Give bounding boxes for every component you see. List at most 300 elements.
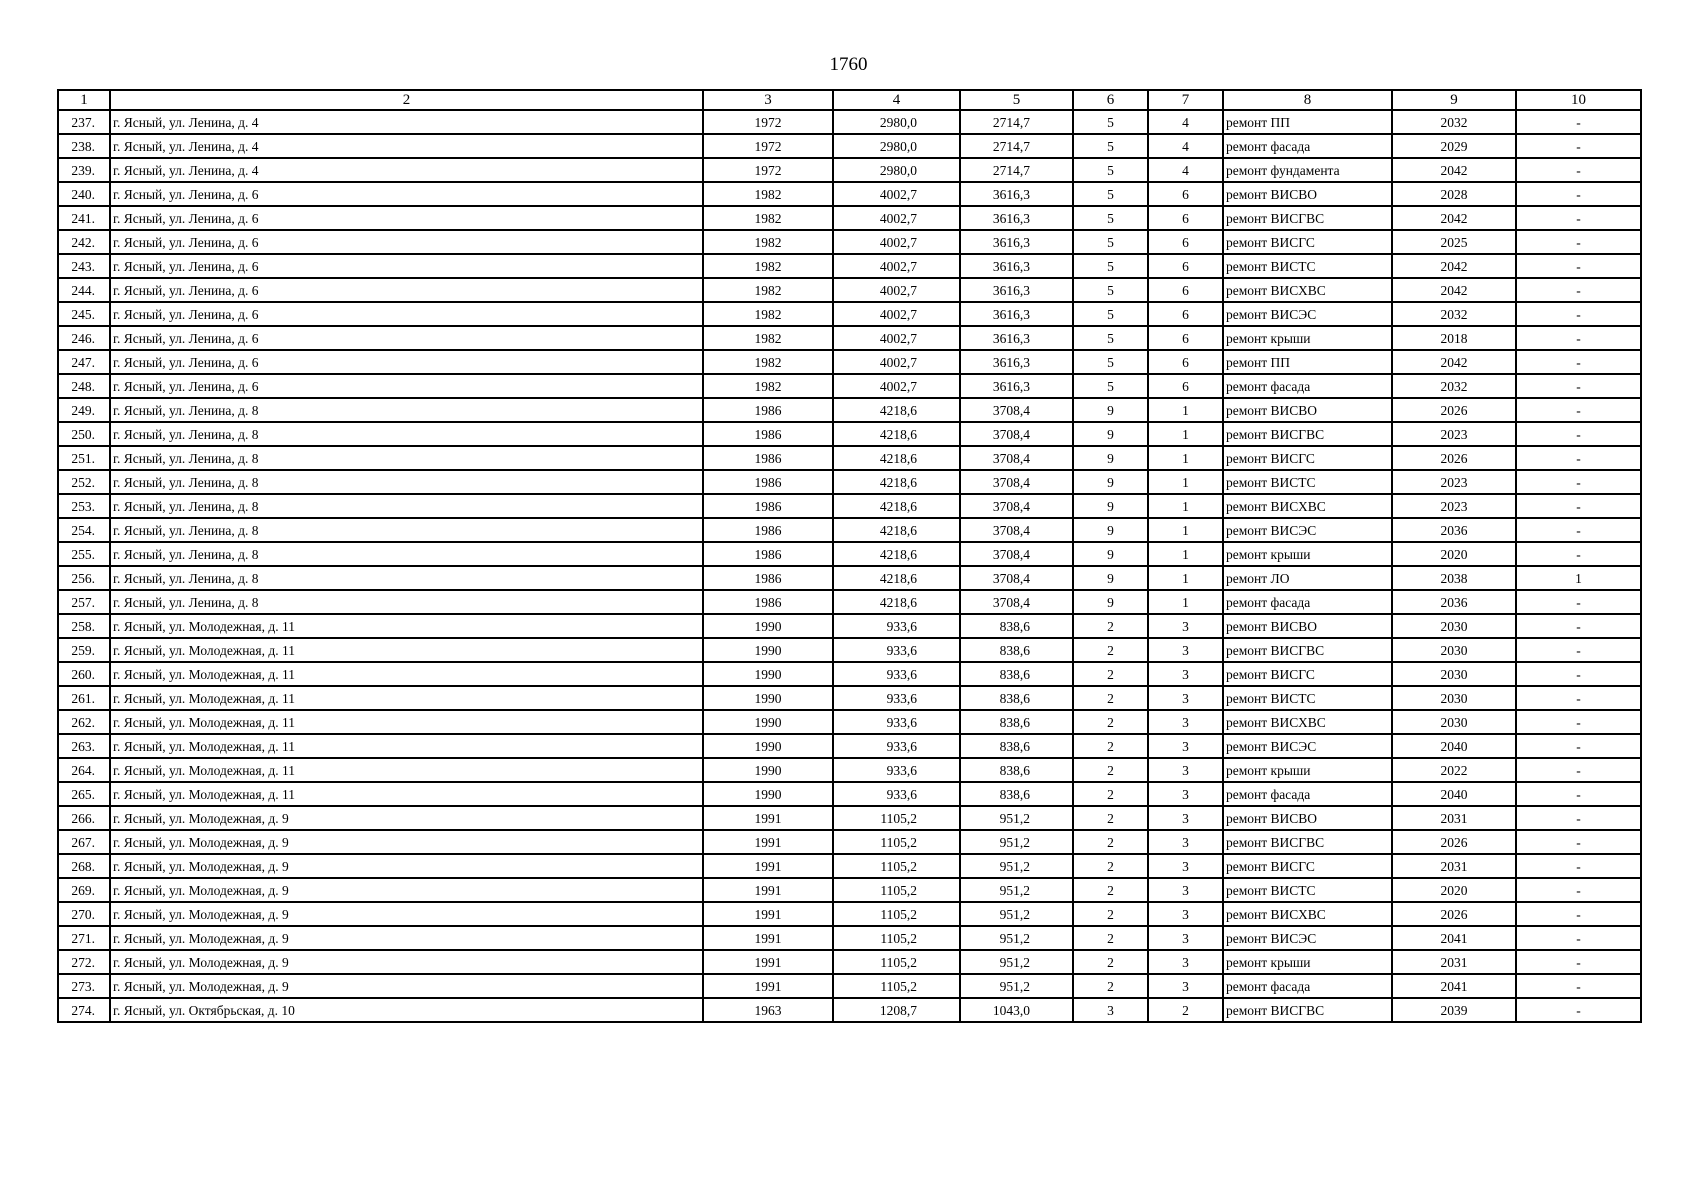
work-type-cell: ремонт крыши bbox=[1223, 758, 1392, 782]
work-type-cell: ремонт ВИСТС bbox=[1223, 470, 1392, 494]
address-cell: г. Ясный, ул. Молодежная, д. 9 bbox=[110, 974, 703, 998]
table-row bbox=[58, 518, 1641, 542]
entrances-cell: 1 bbox=[1148, 470, 1223, 494]
table-row bbox=[58, 422, 1641, 446]
work-type-cell: ремонт ВИСВО bbox=[1223, 398, 1392, 422]
table-row bbox=[58, 446, 1641, 470]
row-number-cell: 258. bbox=[58, 614, 110, 638]
row-number-cell: 259. bbox=[58, 638, 110, 662]
floors-cell: 2 bbox=[1073, 902, 1148, 926]
planned-year-cell: 2032 bbox=[1392, 110, 1516, 134]
column-header: 6 bbox=[1073, 90, 1148, 110]
floors-cell: 2 bbox=[1073, 710, 1148, 734]
living-area-cell: 3708,4 bbox=[960, 446, 1073, 470]
living-area-cell: 3616,3 bbox=[960, 374, 1073, 398]
table-row bbox=[58, 470, 1641, 494]
floors-cell: 5 bbox=[1073, 326, 1148, 350]
floors-cell: 2 bbox=[1073, 830, 1148, 854]
floors-cell: 9 bbox=[1073, 566, 1148, 590]
table-row bbox=[58, 638, 1641, 662]
year-built-cell: 1991 bbox=[703, 806, 833, 830]
address-cell: г. Ясный, ул. Молодежная, д. 11 bbox=[110, 782, 703, 806]
living-area-cell: 3616,3 bbox=[960, 230, 1073, 254]
row-number-cell: 250. bbox=[58, 422, 110, 446]
living-area-cell: 838,6 bbox=[960, 734, 1073, 758]
entrances-cell: 6 bbox=[1148, 230, 1223, 254]
column-header: 4 bbox=[833, 90, 960, 110]
living-area-cell: 3708,4 bbox=[960, 518, 1073, 542]
address-cell: г. Ясный, ул. Молодежная, д. 9 bbox=[110, 950, 703, 974]
entrances-cell: 3 bbox=[1148, 638, 1223, 662]
year-built-cell: 1982 bbox=[703, 254, 833, 278]
living-area-cell: 838,6 bbox=[960, 638, 1073, 662]
year-built-cell: 1990 bbox=[703, 686, 833, 710]
entrances-cell: 1 bbox=[1148, 494, 1223, 518]
planned-year-cell: 2026 bbox=[1392, 830, 1516, 854]
living-area-cell: 2714,7 bbox=[960, 134, 1073, 158]
row-number-cell: 270. bbox=[58, 902, 110, 926]
planned-year-cell: 2040 bbox=[1392, 782, 1516, 806]
planned-year-cell: 2042 bbox=[1392, 350, 1516, 374]
year-built-cell: 1991 bbox=[703, 926, 833, 950]
row-number-cell: 268. bbox=[58, 854, 110, 878]
address-cell: г. Ясный, ул. Ленина, д. 8 bbox=[110, 446, 703, 470]
column-header: 7 bbox=[1148, 90, 1223, 110]
row-number-cell: 245. bbox=[58, 302, 110, 326]
floors-cell: 9 bbox=[1073, 518, 1148, 542]
address-cell: г. Ясный, ул. Ленина, д. 6 bbox=[110, 278, 703, 302]
floors-cell: 3 bbox=[1073, 998, 1148, 1022]
row-number-cell: 264. bbox=[58, 758, 110, 782]
note-cell: - bbox=[1516, 350, 1641, 374]
entrances-cell: 3 bbox=[1148, 662, 1223, 686]
address-cell: г. Ясный, ул. Ленина, д. 8 bbox=[110, 398, 703, 422]
living-area-cell: 838,6 bbox=[960, 782, 1073, 806]
floors-cell: 2 bbox=[1073, 878, 1148, 902]
entrances-cell: 1 bbox=[1148, 542, 1223, 566]
living-area-cell: 3616,3 bbox=[960, 254, 1073, 278]
work-type-cell: ремонт фасада bbox=[1223, 590, 1392, 614]
row-number-cell: 263. bbox=[58, 734, 110, 758]
row-number-cell: 255. bbox=[58, 542, 110, 566]
repair-schedule-table bbox=[57, 89, 1642, 1023]
row-number-cell: 238. bbox=[58, 134, 110, 158]
work-type-cell: ремонт фасада bbox=[1223, 374, 1392, 398]
table-row bbox=[58, 230, 1641, 254]
row-number-cell: 257. bbox=[58, 590, 110, 614]
year-built-cell: 1991 bbox=[703, 902, 833, 926]
note-cell: - bbox=[1516, 398, 1641, 422]
entrances-cell: 6 bbox=[1148, 206, 1223, 230]
floors-cell: 5 bbox=[1073, 278, 1148, 302]
floors-cell: 2 bbox=[1073, 782, 1148, 806]
planned-year-cell: 2042 bbox=[1392, 278, 1516, 302]
note-cell: - bbox=[1516, 974, 1641, 998]
address-cell: г. Ясный, ул. Ленина, д. 8 bbox=[110, 422, 703, 446]
year-built-cell: 1972 bbox=[703, 110, 833, 134]
work-type-cell: ремонт ВИСЭС bbox=[1223, 734, 1392, 758]
table-header-row bbox=[58, 90, 1641, 110]
total-area-cell: 933,6 bbox=[833, 734, 960, 758]
work-type-cell: ремонт ВИСВО bbox=[1223, 182, 1392, 206]
entrances-cell: 6 bbox=[1148, 302, 1223, 326]
row-number-cell: 262. bbox=[58, 710, 110, 734]
note-cell: - bbox=[1516, 926, 1641, 950]
note-cell: - bbox=[1516, 806, 1641, 830]
work-type-cell: ремонт ЛО bbox=[1223, 566, 1392, 590]
address-cell: г. Ясный, ул. Молодежная, д. 11 bbox=[110, 734, 703, 758]
work-type-cell: ремонт крыши bbox=[1223, 542, 1392, 566]
row-number-cell: 272. bbox=[58, 950, 110, 974]
table-row bbox=[58, 398, 1641, 422]
entrances-cell: 1 bbox=[1148, 590, 1223, 614]
work-type-cell: ремонт ПП bbox=[1223, 110, 1392, 134]
table-row bbox=[58, 614, 1641, 638]
work-type-cell: ремонт ВИСГС bbox=[1223, 854, 1392, 878]
note-cell: - bbox=[1516, 758, 1641, 782]
address-cell: г. Ясный, ул. Ленина, д. 8 bbox=[110, 590, 703, 614]
entrances-cell: 6 bbox=[1148, 326, 1223, 350]
living-area-cell: 951,2 bbox=[960, 878, 1073, 902]
note-cell: - bbox=[1516, 686, 1641, 710]
planned-year-cell: 2042 bbox=[1392, 158, 1516, 182]
planned-year-cell: 2039 bbox=[1392, 998, 1516, 1022]
living-area-cell: 3616,3 bbox=[960, 302, 1073, 326]
address-cell: г. Ясный, ул. Молодежная, д. 9 bbox=[110, 854, 703, 878]
entrances-cell: 3 bbox=[1148, 734, 1223, 758]
entrances-cell: 3 bbox=[1148, 902, 1223, 926]
planned-year-cell: 2026 bbox=[1392, 902, 1516, 926]
note-cell: - bbox=[1516, 542, 1641, 566]
address-cell: г. Ясный, ул. Молодежная, д. 11 bbox=[110, 662, 703, 686]
year-built-cell: 1986 bbox=[703, 422, 833, 446]
year-built-cell: 1986 bbox=[703, 398, 833, 422]
row-number-cell: 254. bbox=[58, 518, 110, 542]
planned-year-cell: 2032 bbox=[1392, 302, 1516, 326]
address-cell: г. Ясный, ул. Молодежная, д. 11 bbox=[110, 710, 703, 734]
row-number-cell: 244. bbox=[58, 278, 110, 302]
address-cell: г. Ясный, ул. Молодежная, д. 9 bbox=[110, 830, 703, 854]
year-built-cell: 1990 bbox=[703, 662, 833, 686]
table-row bbox=[58, 206, 1641, 230]
living-area-cell: 838,6 bbox=[960, 614, 1073, 638]
total-area-cell: 933,6 bbox=[833, 686, 960, 710]
work-type-cell: ремонт ВИСЭС bbox=[1223, 926, 1392, 950]
table-row bbox=[58, 686, 1641, 710]
address-cell: г. Ясный, ул. Молодежная, д. 11 bbox=[110, 686, 703, 710]
work-type-cell: ремонт ВИСГВС bbox=[1223, 206, 1392, 230]
year-built-cell: 1991 bbox=[703, 950, 833, 974]
address-cell: г. Ясный, ул. Молодежная, д. 9 bbox=[110, 806, 703, 830]
note-cell: - bbox=[1516, 158, 1641, 182]
living-area-cell: 3708,4 bbox=[960, 494, 1073, 518]
row-number-cell: 242. bbox=[58, 230, 110, 254]
floors-cell: 2 bbox=[1073, 734, 1148, 758]
entrances-cell: 3 bbox=[1148, 926, 1223, 950]
note-cell: - bbox=[1516, 902, 1641, 926]
year-built-cell: 1990 bbox=[703, 782, 833, 806]
year-built-cell: 1972 bbox=[703, 134, 833, 158]
row-number-cell: 274. bbox=[58, 998, 110, 1022]
total-area-cell: 1105,2 bbox=[833, 950, 960, 974]
entrances-cell: 3 bbox=[1148, 710, 1223, 734]
entrances-cell: 3 bbox=[1148, 806, 1223, 830]
note-cell: 1 bbox=[1516, 566, 1641, 590]
living-area-cell: 951,2 bbox=[960, 854, 1073, 878]
floors-cell: 2 bbox=[1073, 950, 1148, 974]
note-cell: - bbox=[1516, 614, 1641, 638]
note-cell: - bbox=[1516, 422, 1641, 446]
floors-cell: 9 bbox=[1073, 542, 1148, 566]
address-cell: г. Ясный, ул. Ленина, д. 6 bbox=[110, 374, 703, 398]
table-row bbox=[58, 566, 1641, 590]
row-number-cell: 247. bbox=[58, 350, 110, 374]
note-cell: - bbox=[1516, 278, 1641, 302]
living-area-cell: 3708,4 bbox=[960, 566, 1073, 590]
planned-year-cell: 2018 bbox=[1392, 326, 1516, 350]
floors-cell: 5 bbox=[1073, 302, 1148, 326]
planned-year-cell: 2028 bbox=[1392, 182, 1516, 206]
entrances-cell: 6 bbox=[1148, 254, 1223, 278]
living-area-cell: 3708,4 bbox=[960, 542, 1073, 566]
total-area-cell: 1105,2 bbox=[833, 926, 960, 950]
note-cell: - bbox=[1516, 206, 1641, 230]
work-type-cell: ремонт ВИСЭС bbox=[1223, 518, 1392, 542]
table-row bbox=[58, 710, 1641, 734]
living-area-cell: 838,6 bbox=[960, 662, 1073, 686]
address-cell: г. Ясный, ул. Октябрьская, д. 10 bbox=[110, 998, 703, 1022]
floors-cell: 2 bbox=[1073, 926, 1148, 950]
table-row bbox=[58, 374, 1641, 398]
living-area-cell: 838,6 bbox=[960, 710, 1073, 734]
floors-cell: 9 bbox=[1073, 470, 1148, 494]
row-number-cell: 249. bbox=[58, 398, 110, 422]
work-type-cell: ремонт фасада bbox=[1223, 782, 1392, 806]
living-area-cell: 951,2 bbox=[960, 806, 1073, 830]
floors-cell: 2 bbox=[1073, 758, 1148, 782]
work-type-cell: ремонт ВИСВО bbox=[1223, 806, 1392, 830]
note-cell: - bbox=[1516, 854, 1641, 878]
table-row bbox=[58, 134, 1641, 158]
entrances-cell: 4 bbox=[1148, 134, 1223, 158]
note-cell: - bbox=[1516, 590, 1641, 614]
entrances-cell: 6 bbox=[1148, 350, 1223, 374]
table-row bbox=[58, 758, 1641, 782]
table-row bbox=[58, 830, 1641, 854]
living-area-cell: 951,2 bbox=[960, 926, 1073, 950]
year-built-cell: 1991 bbox=[703, 854, 833, 878]
total-area-cell: 2980,0 bbox=[833, 134, 960, 158]
work-type-cell: ремонт ВИСХВС bbox=[1223, 494, 1392, 518]
planned-year-cell: 2025 bbox=[1392, 230, 1516, 254]
planned-year-cell: 2030 bbox=[1392, 710, 1516, 734]
living-area-cell: 951,2 bbox=[960, 830, 1073, 854]
year-built-cell: 1982 bbox=[703, 302, 833, 326]
year-built-cell: 1982 bbox=[703, 182, 833, 206]
living-area-cell: 3708,4 bbox=[960, 398, 1073, 422]
floors-cell: 5 bbox=[1073, 134, 1148, 158]
total-area-cell: 4002,7 bbox=[833, 278, 960, 302]
note-cell: - bbox=[1516, 662, 1641, 686]
planned-year-cell: 2022 bbox=[1392, 758, 1516, 782]
floors-cell: 9 bbox=[1073, 590, 1148, 614]
living-area-cell: 2714,7 bbox=[960, 158, 1073, 182]
planned-year-cell: 2038 bbox=[1392, 566, 1516, 590]
total-area-cell: 933,6 bbox=[833, 662, 960, 686]
living-area-cell: 3708,4 bbox=[960, 422, 1073, 446]
total-area-cell: 4002,7 bbox=[833, 206, 960, 230]
table-row bbox=[58, 950, 1641, 974]
row-number-cell: 243. bbox=[58, 254, 110, 278]
planned-year-cell: 2032 bbox=[1392, 374, 1516, 398]
year-built-cell: 1990 bbox=[703, 638, 833, 662]
total-area-cell: 4218,6 bbox=[833, 494, 960, 518]
floors-cell: 5 bbox=[1073, 158, 1148, 182]
table-row bbox=[58, 278, 1641, 302]
planned-year-cell: 2031 bbox=[1392, 950, 1516, 974]
table-row bbox=[58, 662, 1641, 686]
table-body bbox=[58, 110, 1641, 1022]
floors-cell: 2 bbox=[1073, 662, 1148, 686]
row-number-cell: 260. bbox=[58, 662, 110, 686]
column-header: 9 bbox=[1392, 90, 1516, 110]
table-row bbox=[58, 854, 1641, 878]
total-area-cell: 933,6 bbox=[833, 638, 960, 662]
entrances-cell: 1 bbox=[1148, 422, 1223, 446]
floors-cell: 5 bbox=[1073, 182, 1148, 206]
note-cell: - bbox=[1516, 878, 1641, 902]
address-cell: г. Ясный, ул. Ленина, д. 8 bbox=[110, 542, 703, 566]
table-row bbox=[58, 926, 1641, 950]
planned-year-cell: 2020 bbox=[1392, 542, 1516, 566]
table-row bbox=[58, 902, 1641, 926]
year-built-cell: 1986 bbox=[703, 494, 833, 518]
planned-year-cell: 2031 bbox=[1392, 806, 1516, 830]
row-number-cell: 271. bbox=[58, 926, 110, 950]
year-built-cell: 1986 bbox=[703, 446, 833, 470]
work-type-cell: ремонт ВИСГВС bbox=[1223, 830, 1392, 854]
planned-year-cell: 2026 bbox=[1392, 398, 1516, 422]
work-type-cell: ремонт крыши bbox=[1223, 950, 1392, 974]
year-built-cell: 1963 bbox=[703, 998, 833, 1022]
row-number-cell: 237. bbox=[58, 110, 110, 134]
planned-year-cell: 2029 bbox=[1392, 134, 1516, 158]
work-type-cell: ремонт крыши bbox=[1223, 326, 1392, 350]
planned-year-cell: 2031 bbox=[1392, 854, 1516, 878]
planned-year-cell: 2030 bbox=[1392, 638, 1516, 662]
column-header: 3 bbox=[703, 90, 833, 110]
total-area-cell: 4218,6 bbox=[833, 566, 960, 590]
work-type-cell: ремонт ВИСХВС bbox=[1223, 278, 1392, 302]
living-area-cell: 951,2 bbox=[960, 950, 1073, 974]
entrances-cell: 3 bbox=[1148, 782, 1223, 806]
row-number-cell: 266. bbox=[58, 806, 110, 830]
planned-year-cell: 2023 bbox=[1392, 470, 1516, 494]
total-area-cell: 4218,6 bbox=[833, 398, 960, 422]
entrances-cell: 3 bbox=[1148, 974, 1223, 998]
total-area-cell: 1208,7 bbox=[833, 998, 960, 1022]
planned-year-cell: 2030 bbox=[1392, 614, 1516, 638]
year-built-cell: 1972 bbox=[703, 158, 833, 182]
floors-cell: 2 bbox=[1073, 614, 1148, 638]
column-header: 10 bbox=[1516, 90, 1641, 110]
table-row bbox=[58, 974, 1641, 998]
living-area-cell: 838,6 bbox=[960, 758, 1073, 782]
year-built-cell: 1982 bbox=[703, 374, 833, 398]
floors-cell: 9 bbox=[1073, 398, 1148, 422]
address-cell: г. Ясный, ул. Молодежная, д. 9 bbox=[110, 926, 703, 950]
work-type-cell: ремонт ВИСГВС bbox=[1223, 638, 1392, 662]
total-area-cell: 1105,2 bbox=[833, 902, 960, 926]
year-built-cell: 1982 bbox=[703, 206, 833, 230]
entrances-cell: 1 bbox=[1148, 566, 1223, 590]
total-area-cell: 4002,7 bbox=[833, 350, 960, 374]
year-built-cell: 1990 bbox=[703, 734, 833, 758]
year-built-cell: 1986 bbox=[703, 470, 833, 494]
year-built-cell: 1986 bbox=[703, 566, 833, 590]
total-area-cell: 1105,2 bbox=[833, 878, 960, 902]
living-area-cell: 951,2 bbox=[960, 902, 1073, 926]
planned-year-cell: 2030 bbox=[1392, 686, 1516, 710]
work-type-cell: ремонт ВИСХВС bbox=[1223, 902, 1392, 926]
living-area-cell: 1043,0 bbox=[960, 998, 1073, 1022]
planned-year-cell: 2026 bbox=[1392, 446, 1516, 470]
total-area-cell: 4218,6 bbox=[833, 518, 960, 542]
note-cell: - bbox=[1516, 710, 1641, 734]
living-area-cell: 3616,3 bbox=[960, 206, 1073, 230]
year-built-cell: 1986 bbox=[703, 518, 833, 542]
row-number-cell: 251. bbox=[58, 446, 110, 470]
living-area-cell: 3616,3 bbox=[960, 278, 1073, 302]
table-row bbox=[58, 158, 1641, 182]
address-cell: г. Ясный, ул. Молодежная, д. 9 bbox=[110, 878, 703, 902]
total-area-cell: 4218,6 bbox=[833, 542, 960, 566]
planned-year-cell: 2036 bbox=[1392, 518, 1516, 542]
row-number-cell: 269. bbox=[58, 878, 110, 902]
note-cell: - bbox=[1516, 374, 1641, 398]
address-cell: г. Ясный, ул. Ленина, д. 6 bbox=[110, 302, 703, 326]
row-number-cell: 248. bbox=[58, 374, 110, 398]
entrances-cell: 3 bbox=[1148, 830, 1223, 854]
address-cell: г. Ясный, ул. Ленина, д. 8 bbox=[110, 494, 703, 518]
table-row bbox=[58, 302, 1641, 326]
address-cell: г. Ясный, ул. Ленина, д. 6 bbox=[110, 206, 703, 230]
note-cell: - bbox=[1516, 830, 1641, 854]
row-number-cell: 261. bbox=[58, 686, 110, 710]
planned-year-cell: 2030 bbox=[1392, 662, 1516, 686]
note-cell: - bbox=[1516, 446, 1641, 470]
year-built-cell: 1982 bbox=[703, 350, 833, 374]
entrances-cell: 3 bbox=[1148, 950, 1223, 974]
planned-year-cell: 2036 bbox=[1392, 590, 1516, 614]
address-cell: г. Ясный, ул. Ленина, д. 4 bbox=[110, 158, 703, 182]
row-number-cell: 241. bbox=[58, 206, 110, 230]
address-cell: г. Ясный, ул. Ленина, д. 8 bbox=[110, 470, 703, 494]
row-number-cell: 265. bbox=[58, 782, 110, 806]
floors-cell: 2 bbox=[1073, 806, 1148, 830]
planned-year-cell: 2041 bbox=[1392, 926, 1516, 950]
address-cell: г. Ясный, ул. Молодежная, д. 11 bbox=[110, 638, 703, 662]
year-built-cell: 1986 bbox=[703, 542, 833, 566]
total-area-cell: 1105,2 bbox=[833, 806, 960, 830]
floors-cell: 5 bbox=[1073, 350, 1148, 374]
row-number-cell: 256. bbox=[58, 566, 110, 590]
entrances-cell: 1 bbox=[1148, 446, 1223, 470]
work-type-cell: ремонт ВИСГС bbox=[1223, 446, 1392, 470]
address-cell: г. Ясный, ул. Ленина, д. 6 bbox=[110, 182, 703, 206]
year-built-cell: 1991 bbox=[703, 830, 833, 854]
floors-cell: 2 bbox=[1073, 854, 1148, 878]
